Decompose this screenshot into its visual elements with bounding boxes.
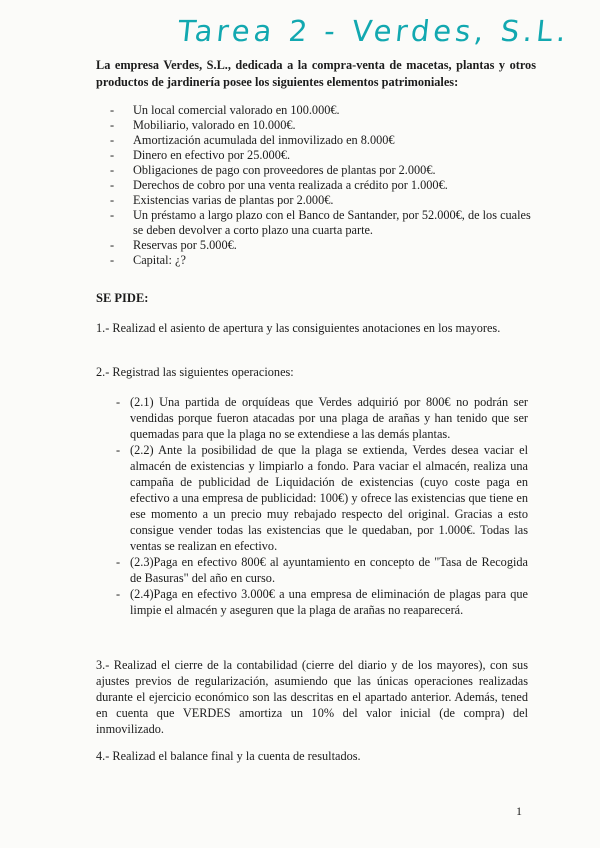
list-item: - Reservas por 5.000€. xyxy=(110,238,540,253)
task-1: 1.- Realizad el asiento de apertura y las consiguientes anotaciones en los mayores. xyxy=(96,321,501,335)
section-heading: SE PIDE: xyxy=(96,291,149,305)
list-item: - Capital: ¿? xyxy=(110,253,540,268)
list-item: - (2.1) Una partida de orquídeas que Verdes adquirió por 800€ no podrán ser vendidas porque fueron atacadas por una plaga de arañas y han tenido que ser quemadas para que la plaga no se extendiese a las demás plantas. xyxy=(116,394,528,442)
list-item: - Un local comercial valorado en 100.000€. xyxy=(110,103,540,118)
page-number: 1 xyxy=(516,804,522,818)
handwritten-title: Tarea 2 - Verdes, S.L. xyxy=(176,14,572,48)
list-item: - Existencias varias de plantas por 2.000€. xyxy=(110,193,540,208)
operations-list xyxy=(116,394,528,618)
list-item: - Dinero en efectivo por 25.000€. xyxy=(110,148,540,163)
list-item: - Amortización acumulada del inmovilizado en 8.000€ xyxy=(110,133,540,148)
intro-paragraph: La empresa Verdes, S.L., dedicada a la compra-venta de macetas, plantas y otros productos de jardinería posee los siguientes elementos patrimoniales: xyxy=(96,58,536,89)
asset-list xyxy=(110,103,540,268)
list-item: - (2.4)Paga en efectivo 3.000€ a una empresa de eliminación de plagas para que limpie el almacén y aseguren que la plaga de arañas no reaparecerá. xyxy=(116,586,528,618)
list-item: - Mobiliario, valorado en 10.000€. xyxy=(110,118,540,133)
task-4: 4.- Realizad el balance final y la cuenta de resultados. xyxy=(96,749,361,763)
task-2: 2.- Registrad las siguientes operaciones: xyxy=(96,365,294,379)
list-item: - Obligaciones de pago con proveedores de plantas por 2.000€. xyxy=(110,163,540,178)
list-item: - Un préstamo a largo plazo con el Banco de Santander, por 52.000€, de los cuales se deben devolver a corto plazo una cuarta parte. xyxy=(110,208,540,238)
list-item: - Derechos de cobro por una venta realizada a crédito por 1.000€. xyxy=(110,178,540,193)
list-item: - (2.3)Paga en efectivo 800€ al ayuntamiento en concepto de "Tasa de Recogida de Basuras" del año en curso. xyxy=(116,554,528,586)
task-3: 3.- Realizad el cierre de la contabilidad (cierre del diario y de los mayores), con sus ajustes previos de regularización, asumiendo que las únicas operaciones realizadas durante el ejercicio económico son las descritas en el apartado anterior. Además, tened en cuenta que VERDES amortiza un 10% del valor inicial (de compra) del inmovilizado. xyxy=(96,658,528,736)
list-item: - (2.2) Ante la posibilidad de que la plaga se extienda, Verdes desea vaciar el almacén de existencias y limpiarlo a fondo. Para vaciar el almacén, realiza una campaña de publicidad de Liquidación de existencias (cuyo coste paga en efectivo a una empresa de publicidad: 100€) y ofrece las existencias que tiene en ese momento a un precio muy rebajado respecto del original. Gracias a esto consigue vender todas las existencias que le quedaban, por 1.000€. Todas las ventas se realizan en efectivo. xyxy=(116,442,528,554)
